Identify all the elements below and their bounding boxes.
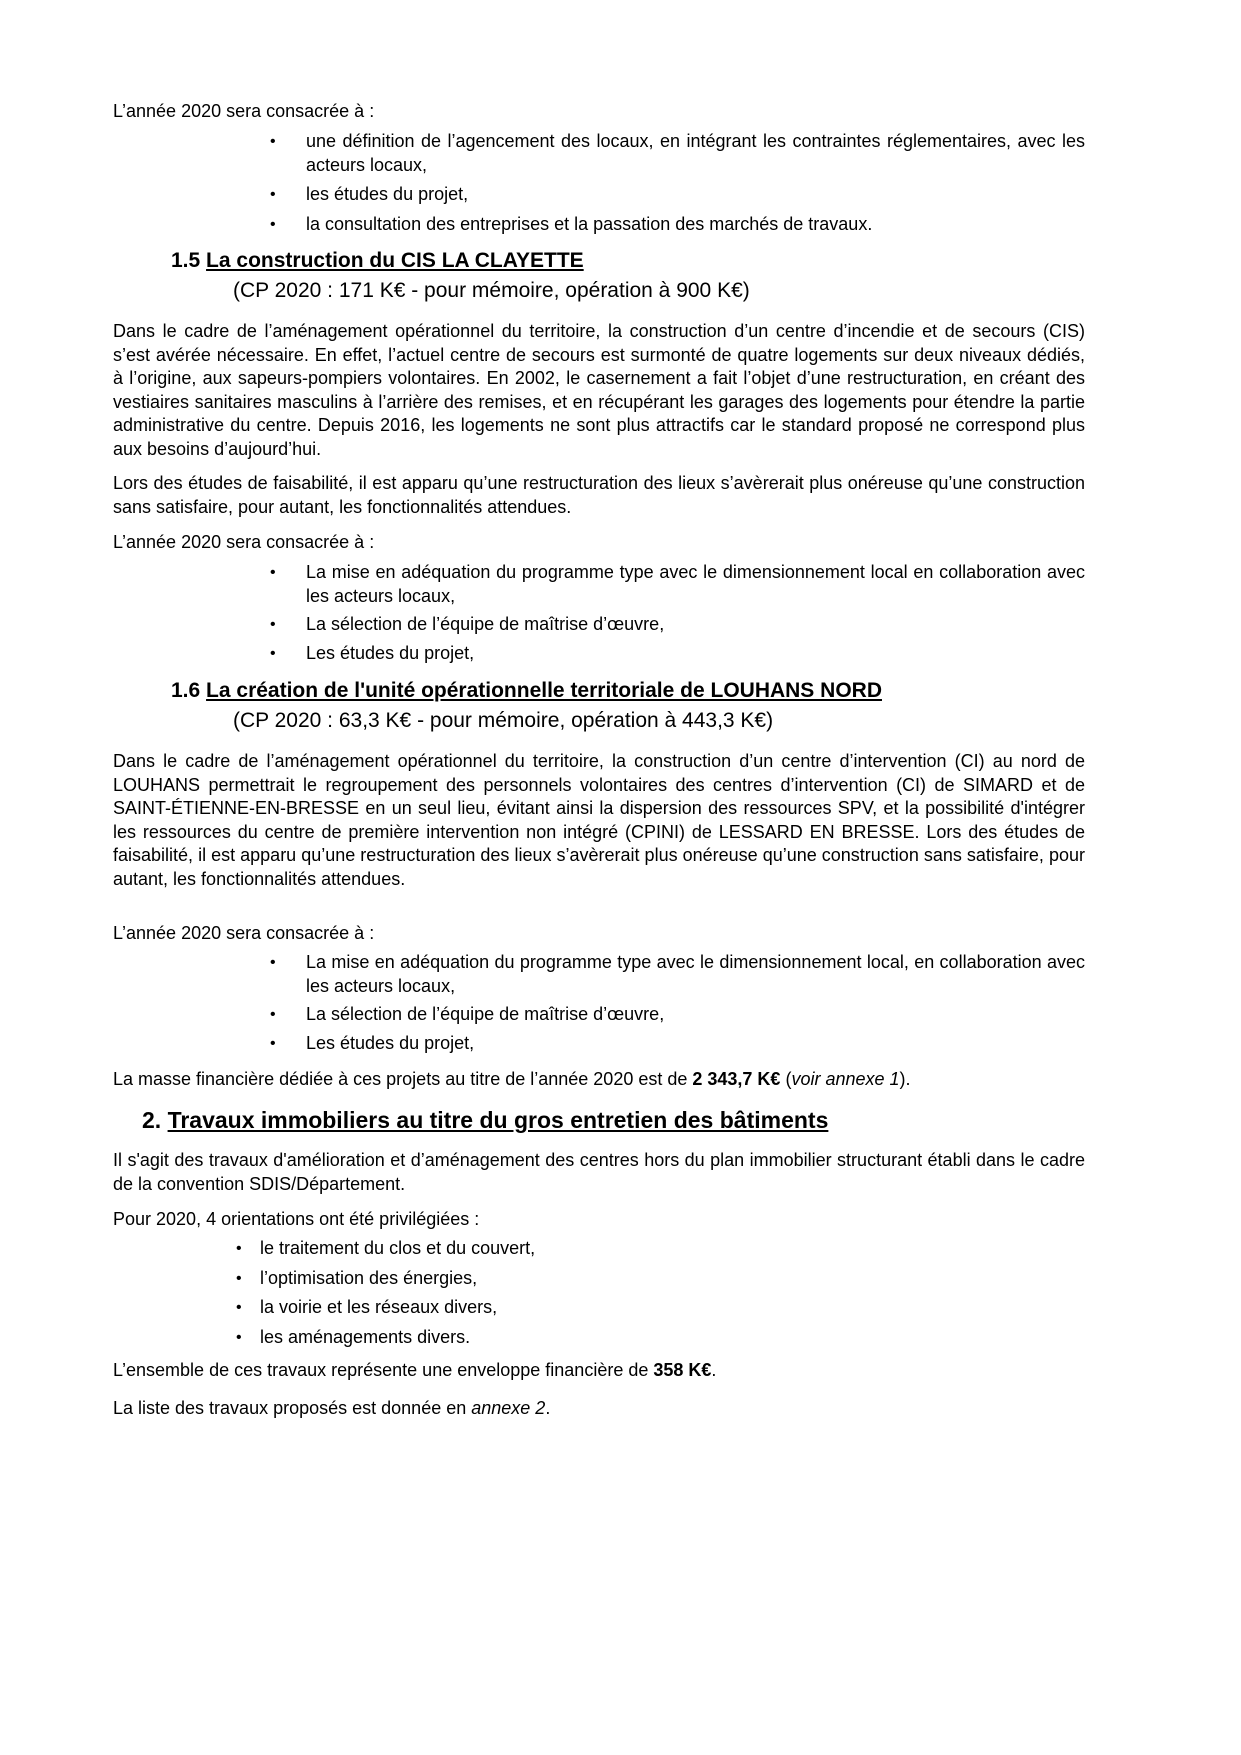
section-title: La construction du CIS LA CLAYETTE [206,249,584,272]
list-item: • l’optimisation des énergies, [260,1267,960,1291]
list-item: • La mise en adéquation du programme type avec le dimensionnement local en collaboration avec les acteurs locaux, [270,562,1085,606]
bullet-list [270,130,1085,236]
bullet-icon: • [270,186,276,203]
bullet-icon: • [270,1034,276,1052]
paragraph: Il s'agit des travaux d'amélioration et d’aménagement des centres hors du plan immobilier structurant établi dans le cadre de la convention SDIS/Département. [113,1150,1085,1194]
bullet-icon: • [270,215,276,233]
intro-paragraph: L’année 2020 sera consacrée à : [113,532,375,552]
intro-paragraph: Pour 2020, 4 orientations ont été privilégiées : [113,1209,480,1229]
section-heading [171,678,882,704]
intro-paragraph: L’année 2020 sera consacrée à : [113,101,375,121]
section-title: Travaux immobiliers au titre du gros entretien des bâtiments [167,1107,829,1133]
bullet-icon: • [270,133,276,150]
list-item: • La sélection de l’équipe de maîtrise d’œuvre, [306,613,1085,637]
financial-summary: La masse financière dédiée à ces projets au titre de l’année 2020 est de 2 343,7 K€ (voir annexe 1). [113,1069,911,1089]
section-subtitle: (CP 2020 : 63,3 K€ - pour mémoire, opération à 443,3 K€) [233,709,774,732]
paragraph: Dans le cadre de l’aménagement opérationnel du territoire, la construction d’un centre d’incendie et de secours (CIS) s’est avérée nécessaire. En effet, l’actuel centre de secours est surmonté de quatre logements sur deux niveaux dédiés, à l’origine, aux sapeurs-pompiers volontaires. En 2002, le casernement a fait l’objet d’une restructuration, en créant des vestiaires sanitaires masculins à l’arrière des remises, et en récupérant les garages des logements pour étendre la partie administrative du centre. Depuis 2016, les logements ne sont plus attractifs car le standard proposé ne correspond plus aux besoins d’aujourd’hui. [113,321,1085,459]
section-title: La création de l'unité opérationnelle territoriale de LOUHANS NORD [206,679,882,702]
section-heading [171,248,584,274]
bullet-icon: • [270,644,276,662]
list-item: • Les études du projet, [306,1032,1085,1056]
financial-summary: L’ensemble de ces travaux représente une enveloppe financière de 358 K€. [113,1360,717,1380]
list-item: • les aménagements divers. [260,1326,960,1350]
annex-reference: annexe 2 [471,1398,546,1418]
bullet-icon: • [236,1299,242,1316]
paragraph: Lors des études de faisabilité, il est apparu qu’une restructuration des lieux s’avèrerait plus onéreuse qu’une construction sans satisfaire, pour autant, les fonctionnalités attendues. [113,473,1085,517]
list-item: • La sélection de l’équipe de maîtrise d’œuvre, [306,1003,1085,1027]
bullet-list [270,951,1085,1055]
annex-reference: voir annexe 1 [791,1069,900,1089]
list-item: • une définition de l’agencement des locaux, en intégrant les contraintes réglementaires, avec les acteurs locaux, [270,131,1085,175]
section-number: 2. [142,1107,162,1133]
bullet-icon: • [270,954,276,971]
bullet-icon: • [270,616,276,633]
paragraph: Dans le cadre de l’aménagement opérationnel du territoire, la construction d’un centre d’intervention (CI) au nord de LOUHANS permettrait le regroupement des personnels volontaires des centres d’intervention (CI) de SIMARD et de SAINT-ÉTIENNE-EN-BRESSE en un seul lieu, évitant ainsi la dispersion des ressources SPV, et la possibilité d'intégrer les ressources du centre de première intervention non intégré (CPINI) de LESSARD EN BRESSE. Lors des études de faisabilité, il est apparu qu’une restructuration des lieux s’avèrerait plus onéreuse qu’une construction sans satisfaire, pour autant, les fonctionnalités attendues. [113,751,1085,889]
bullet-list [270,561,1085,665]
section-number: 1.6 [171,679,201,702]
list-item: • La mise en adéquation du programme type avec le dimensionnement local, en collaboration avec les acteurs locaux, [270,952,1085,996]
annex-note: La liste des travaux proposés est donnée en annexe 2. [113,1398,551,1418]
bullet-icon: • [236,1328,242,1346]
bullet-list [236,1237,960,1349]
list-item: • la voirie et les réseaux divers, [260,1296,960,1320]
section-heading [142,1106,828,1134]
bullet-icon: • [236,1240,242,1257]
amount: 2 343,7 K€ [692,1069,781,1089]
list-item: • le traitement du clos et du couvert, [260,1237,960,1261]
bullet-icon: • [270,564,276,581]
list-item: • la consultation des entreprises et la passation des marchés de travaux. [306,213,1085,237]
section-number: 1.5 [171,249,201,272]
bullet-icon: • [270,1006,276,1023]
amount: 358 K€ [653,1360,712,1380]
list-item: • les études du projet, [306,183,1085,207]
list-item: • Les études du projet, [306,642,1085,666]
bullet-icon: • [236,1269,242,1287]
intro-paragraph: L’année 2020 sera consacrée à : [113,923,375,943]
section-subtitle: (CP 2020 : 171 K€ - pour mémoire, opération à 900 K€) [233,279,750,302]
